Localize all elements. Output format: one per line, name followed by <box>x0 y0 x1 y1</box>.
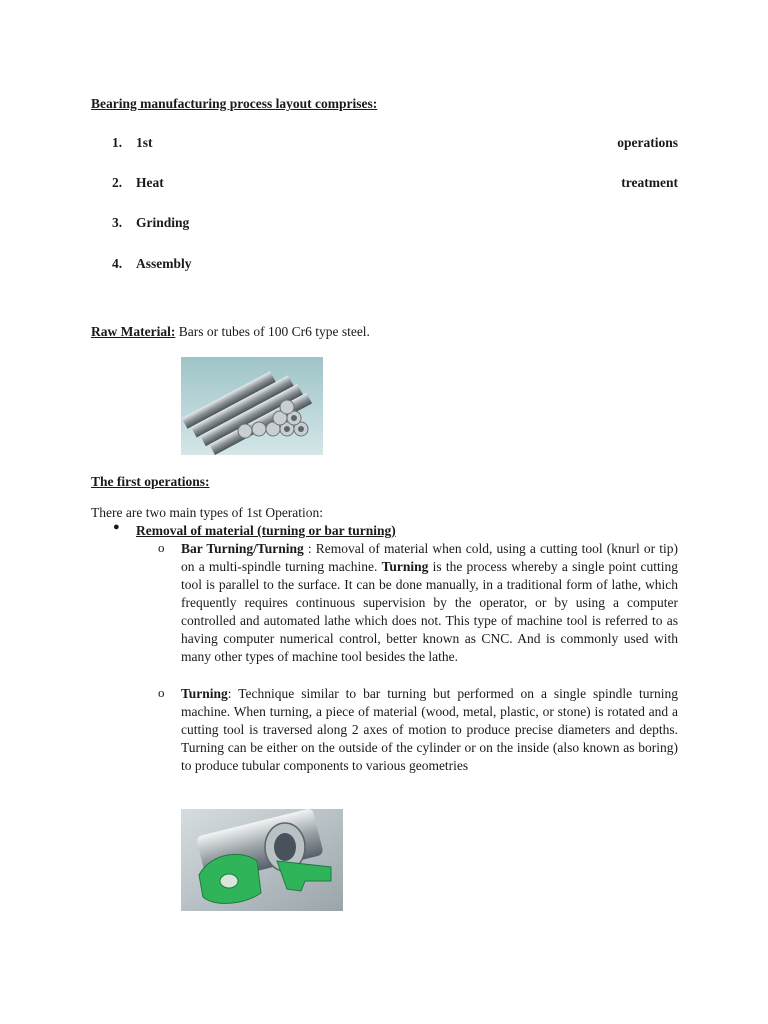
turning-paragraph <box>181 685 678 775</box>
first-operations-intro: There are two main types of 1st Operation: <box>91 505 324 520</box>
list-item-left: Assembly <box>136 256 192 271</box>
raw-material-label: Raw Material: <box>91 324 176 339</box>
list-item-right: operations <box>617 135 678 150</box>
list-item-left: Grinding <box>136 215 190 230</box>
turning-bold: Turning <box>381 559 429 574</box>
list-number: 2. <box>112 175 123 190</box>
bar-turning-title: Bar Turning/Turning <box>181 541 304 556</box>
list-number: 3. <box>112 215 123 230</box>
turning-text: : Technique similar to bar turning but performed on a single spindle turning machine. When turning, a piece of material (wood, metal, plastic, or stone) is rotated and a cutting tool is traversed along 2 axes of motion to produce precise diameters and depths. Turning can be either on the outside of the cylinder or on the inside (also known as boring) to produce tubular components to various geometries <box>181 686 678 773</box>
sub-bullet-icon: o <box>158 540 165 555</box>
bar-turning-text-b: is the process whereby a single point cutting tool is parallel to the surface. It can be done manually, in a traditional form of lathe, which frequently requires continuous supervision by the operator, or by using a computer controlled and automated lathe which does not. This type of machine tool is referred to as having computer numerical control, better known as CNC. And is commonly used with many other types of machine tool besides the lathe. <box>181 559 678 664</box>
list-item-left: 1st <box>136 135 153 150</box>
page-heading: Bearing manufacturing process layout comprises: <box>91 96 378 111</box>
turning-title: Turning <box>181 686 228 701</box>
list-item-left: Heat <box>136 175 164 190</box>
bar-turning-text-a: : Removal of material when cold, using a cutting tool (knurl or tip) on a multi-spindle turning machine. <box>181 541 679 574</box>
bullet-label: Removal of material (turning or bar turning) <box>136 523 396 538</box>
bar-turning-paragraph <box>181 540 678 666</box>
steel-bars-image <box>181 357 323 455</box>
first-operations-title: The first operations: <box>91 474 210 489</box>
bullet-dot-icon: ● <box>113 521 120 533</box>
raw-material-line <box>91 323 370 341</box>
list-item-right: treatment <box>621 175 678 190</box>
sub-bullet-icon: o <box>158 685 165 700</box>
list-number: 1. <box>112 135 123 150</box>
turning-illustration-image <box>181 809 343 911</box>
raw-material-text: Bars or tubes of 100 Cr6 type steel. <box>175 324 370 339</box>
list-number: 4. <box>112 256 123 271</box>
